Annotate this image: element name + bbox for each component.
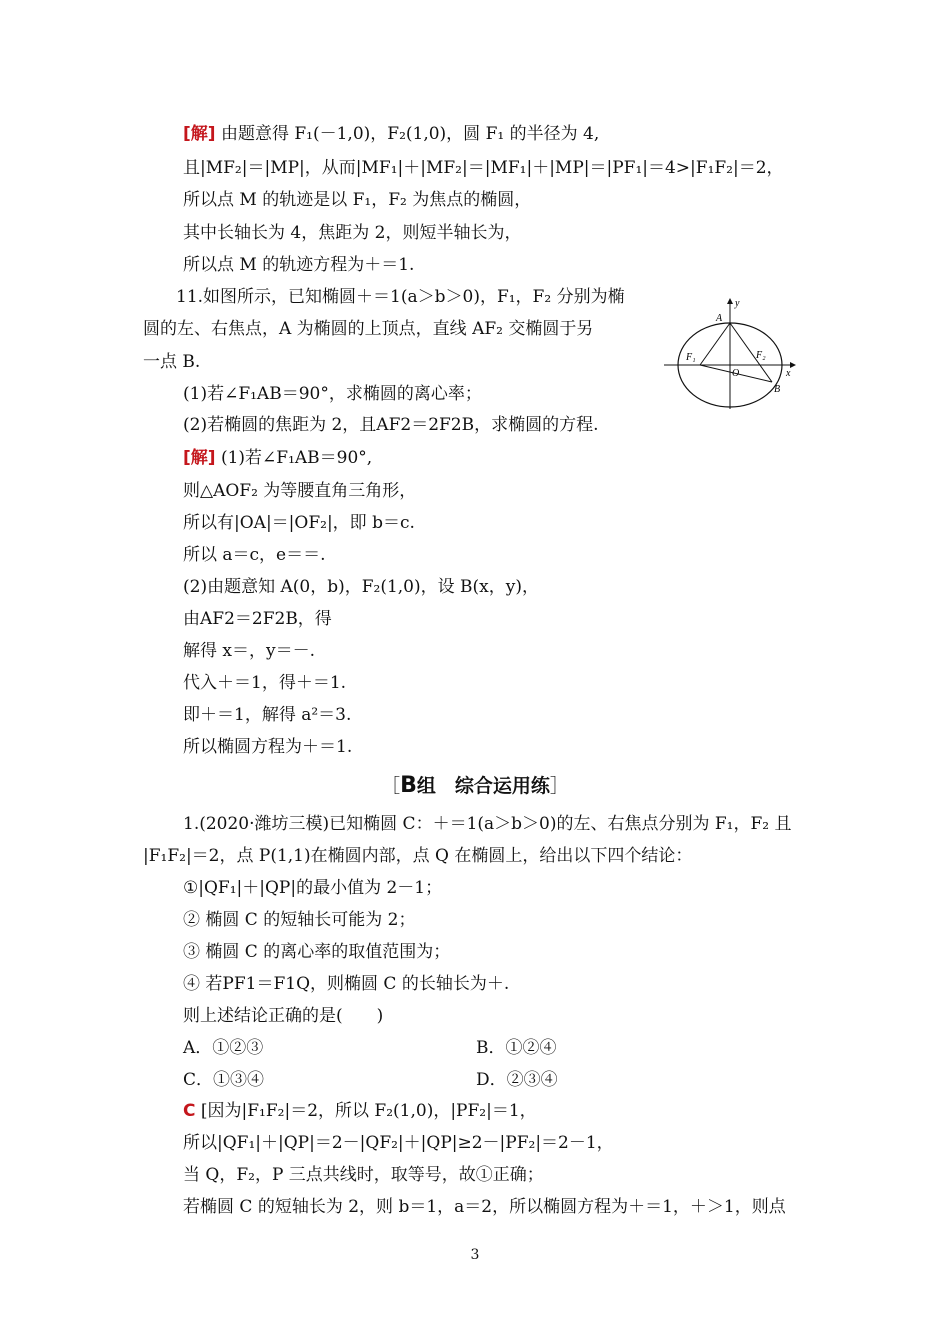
answer-line-2: 所以|QF₁|＋|QP|＝2－|QF₂|＋|QP|≥2－|PF₂|＝2－1，	[183, 1133, 614, 1153]
option-b: B．①②④	[476, 1038, 557, 1058]
solution-11-line-1: [解] (1)若∠F₁AB＝90°,	[183, 448, 373, 468]
solution-tag: [解]	[183, 124, 216, 144]
option-c: C．①③④	[183, 1070, 265, 1090]
option-d: D．②③④	[476, 1070, 558, 1090]
solution-1-line-5: 所以点 M 的轨迹方程为＋＝1.	[183, 255, 415, 275]
solution-11-line-8: 代入＋＝1，得＋＝1.	[183, 673, 347, 693]
section-group-letter: B	[400, 773, 417, 798]
section-title: 组 综合运用练	[416, 775, 550, 797]
conclusion-2: ② 椭圆 C 的短轴长可能为 2；	[183, 910, 416, 930]
answer-line-1: C [因为|F₁F₂|＝2，所以 F₂(1,0)，|PF₂|＝1，	[183, 1101, 537, 1121]
question-1-line-1: 1.(2020·潍坊三模)已知椭圆 C：＋＝1(a＞b＞0)的左、右焦点分别为 F₁，F₂ 且	[183, 814, 792, 834]
question-1-line-2: |F₁F₂|＝2，点 P(1,1)在椭圆内部，点 Q 在椭圆上，给出以下四个结论：	[143, 846, 693, 866]
label-y: y	[735, 298, 740, 309]
label-f2: F₂	[756, 350, 766, 361]
question-11-line-2: 圆的左、右焦点，A 为椭圆的上顶点，直线 AF₂ 交椭圆于另	[143, 319, 594, 339]
solution-11-line-3: 所以有|OA|＝|OF₂|，即 b＝c.	[183, 513, 415, 533]
label-o: O	[732, 368, 740, 379]
solution-11-line-9: 即＋＝1，解得 a²＝3.	[183, 705, 352, 725]
page-number: 3	[470, 1247, 480, 1263]
label-f1: F₁	[686, 352, 696, 363]
option-a: A．①②③	[183, 1038, 264, 1058]
answer-letter: C	[183, 1101, 196, 1121]
label-b: B	[774, 384, 781, 395]
solution-11-line-5: (2)由题意知 A(0，b)，F₂(1,0)，设 B(x，y)，	[183, 577, 539, 597]
y-axis-arrow-icon	[727, 298, 733, 304]
conclusion-3: ③ 椭圆 C 的离心率的取值范围为；	[183, 942, 451, 962]
conclusion-4: ④ 若PF1＝F1Q，则椭圆 C 的长轴长为＋.	[183, 974, 510, 994]
label-x: x	[786, 368, 791, 379]
segment-f1-a	[700, 323, 730, 365]
solution-11-line-10: 所以椭圆方程为＋＝1.	[183, 737, 353, 757]
solution-tag: [解]	[183, 448, 216, 468]
question-11-line-3: 一点 B.	[143, 352, 201, 372]
solution-1-line-3: 所以点 M 的轨迹是以 F₁，F₂ 为焦点的椭圆，	[183, 190, 532, 210]
conclusion-1: ①|QF₁|＋|QP|的最小值为 2－1；	[183, 878, 443, 898]
solution-1-line-2: 且|MF₂|＝|MP|，从而|MF₁|＋|MF₂|＝|MF₁|＋|MP|＝|PF₁|＝4>|F₁F₂|＝2，	[183, 158, 784, 178]
answer-line-3: 当 Q，F₂，P 三点共线时，取等号，故①正确；	[183, 1165, 544, 1185]
answer-line-4: 若椭圆 C 的短轴长为 2，则 b＝1，a＝2，所以椭圆方程为＋＝1，＋＞1，则点	[183, 1197, 786, 1217]
question-11-line-1: 11.如图所示，已知椭圆＋＝1(a＞b＞0)，F₁，F₂ 分别为椭	[176, 287, 625, 307]
solution-11-line-6: 由AF2＝2F2B，得	[183, 609, 332, 629]
solution-1-line-4: 其中长轴长为 4，焦距为 2，则短半轴长为，	[183, 223, 522, 243]
solution-11-line-4: 所以 a＝c，e＝＝.	[183, 545, 326, 565]
solution-11-line-2: 则△AOF₂ 为等腰直角三角形，	[183, 481, 417, 501]
question-11-part-2: (2)若椭圆的焦距为 2，且AF2＝2F2B，求椭圆的方程.	[183, 415, 599, 435]
question-11-part-1: (1)若∠F₁AB＝90°，求椭圆的离心率；	[183, 384, 482, 404]
question-1-prompt: 则上述结论正确的是( )	[183, 1006, 384, 1026]
label-a: A	[716, 313, 723, 324]
solution-1-line-1: [解] 由题意得 F₁(－1,0)，F₂(1,0)，圆 F₁ 的半径为 4,	[183, 124, 600, 144]
solution-11-line-7: 解得 x＝，y＝－.	[183, 641, 315, 661]
ellipse-figure	[662, 294, 798, 412]
section-header: ［B组 综合运用练］	[381, 773, 569, 798]
x-axis-arrow-icon	[790, 362, 796, 368]
